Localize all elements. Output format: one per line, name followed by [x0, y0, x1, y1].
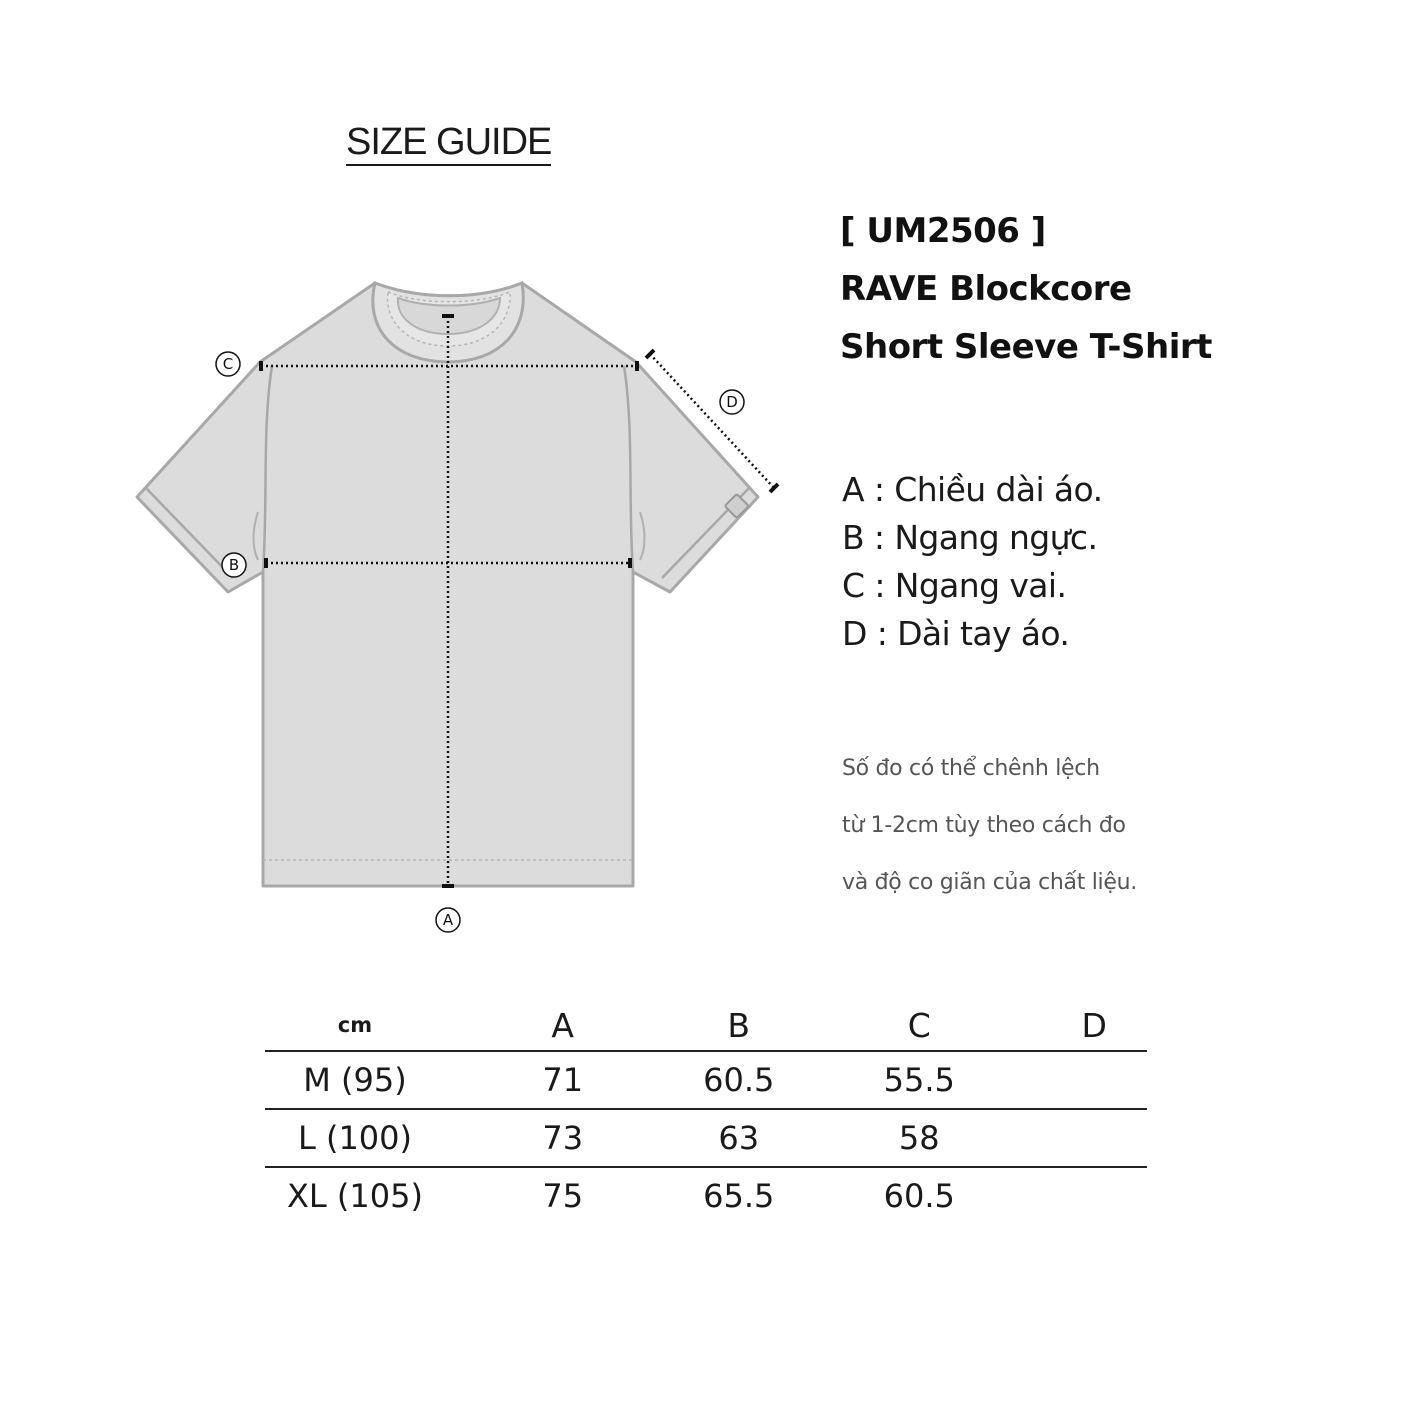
row-value-b: 60.5 — [680, 1051, 797, 1109]
row-value-c: 58 — [797, 1109, 1041, 1167]
table-header-d: D — [1041, 1000, 1147, 1051]
measure-d-cap-end — [770, 484, 778, 492]
row-value-d — [1041, 1167, 1147, 1224]
row-value-a: 73 — [445, 1109, 680, 1167]
page-title: SIZE GUIDE — [346, 120, 551, 166]
product-name-line2: Short Sleeve T-Shirt — [840, 327, 1212, 367]
row-value-a: 75 — [542, 1177, 584, 1215]
row-value-c: 60.5 — [883, 1177, 955, 1215]
legend-item-b: B : Ngang ngực. — [842, 518, 1098, 557]
row-value-b: 63 — [680, 1109, 797, 1167]
table-header-unit: cm — [265, 1000, 445, 1051]
table-header-a: A — [445, 1000, 680, 1051]
row-size: M (95) — [265, 1051, 445, 1109]
note-line-1: Số đo có thể chênh lệch — [842, 756, 1100, 781]
product-name-line1: RAVE Blockcore — [840, 269, 1132, 309]
table-header-c: C — [797, 1000, 1041, 1051]
legend-item-c: C : Ngang vai. — [842, 566, 1067, 605]
row-value-a: 71 — [445, 1051, 680, 1109]
row-size: XL (105) — [286, 1177, 423, 1215]
table-row — [265, 1051, 1147, 1109]
marker-a-label: A — [442, 911, 454, 929]
size-table — [265, 1000, 1147, 1224]
table-header-b: B — [680, 1000, 797, 1051]
row-value-c: 55.5 — [797, 1051, 1041, 1109]
table-row — [265, 1109, 1147, 1167]
row-value-b: 65.5 — [703, 1177, 775, 1215]
row-value-d — [1041, 1109, 1147, 1167]
note-line-3: và độ co giãn của chất liệu. — [842, 870, 1137, 895]
row-value-d — [1041, 1051, 1147, 1109]
note-line-2: từ 1-2cm tùy theo cách đo — [842, 813, 1126, 838]
legend-item-a: A : Chiều dài áo. — [842, 470, 1103, 509]
product-code: [ UM2506 ] — [840, 211, 1046, 251]
marker-d-label: D — [726, 393, 738, 411]
row-size: L (100) — [265, 1109, 445, 1167]
legend-item-d: D : Dài tay áo. — [842, 614, 1070, 653]
marker-b-label: B — [228, 556, 240, 574]
table-header-row — [265, 1000, 1147, 1051]
measure-d-cap-start — [646, 350, 654, 358]
table-row — [265, 1167, 1147, 1224]
marker-c-label: C — [222, 355, 234, 373]
